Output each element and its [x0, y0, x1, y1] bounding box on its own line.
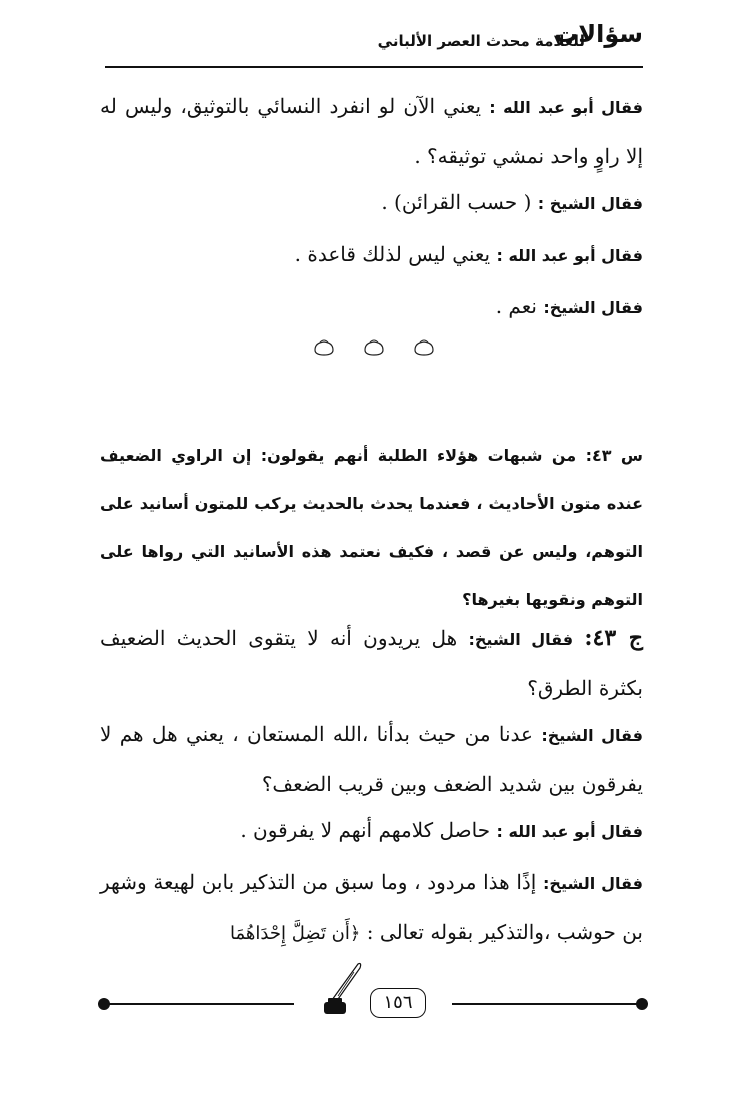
page-footer — [0, 960, 748, 1040]
dialogue-paragraph — [100, 282, 643, 332]
floral-ornament-icon — [362, 336, 386, 360]
dialogue-paragraph — [100, 806, 643, 856]
speaker-label: فقال الشيخ: — [543, 298, 643, 317]
speaker-label: فقال أبو عبد الله : — [489, 98, 644, 117]
speaker-label: فقال الشيخ : — [537, 194, 643, 213]
dialogue-text: عدنا من حيث بدأنا ،الله المستعان ، يعني هل هم لا يفرقون بين شديد الضعف وبين قريب الضعف؟ — [100, 722, 643, 796]
running-header — [105, 18, 643, 66]
dialogue-text: نعم . — [495, 294, 537, 318]
dialogue-paragraph — [100, 858, 643, 958]
footer-line — [452, 1003, 642, 1005]
book-subtitle: للعلامة محدث العصر الألباني — [377, 32, 585, 50]
footer-dot — [636, 998, 648, 1010]
question-number: س ٤٣: — [585, 446, 643, 465]
speaker-label: فقال الشيخ: — [541, 726, 644, 745]
header-rule — [105, 66, 643, 68]
dialogue-paragraph — [100, 710, 643, 808]
answer-number: ج ٤٣: — [584, 625, 643, 651]
dialogue-text: ( حسب القرائن) . — [381, 190, 532, 214]
dialogue-text: حاصل كلامهم أنهم لا يفرقون . — [240, 818, 491, 842]
dialogue-text: يعني ليس لذلك قاعدة . — [294, 242, 491, 266]
speaker-label: فقال أبو عبد الله : — [496, 246, 643, 265]
book-title-logo: سؤالات — [554, 20, 643, 48]
dialogue-paragraph — [100, 230, 643, 280]
dialogue-paragraph — [100, 82, 643, 180]
question-paragraph — [100, 432, 643, 624]
speaker-label: فقال الشيخ: — [543, 874, 644, 893]
speaker-label: فقال الشيخ: — [468, 630, 574, 649]
dialogue-text: إذًا هذا مردود ، وما سبق من التذكير بابن لهيعة وشهر بن حوشب ،والتذكير بقوله تعالى : — [100, 870, 643, 944]
page-number: ١٥٦ — [370, 988, 426, 1018]
inkwell-quill-icon — [318, 960, 366, 1018]
quran-quote: ﴿أَن تَضِلَّ إِحْدَاهُمَا — [230, 923, 361, 944]
section-divider — [0, 336, 748, 364]
dialogue-paragraph — [100, 178, 643, 228]
floral-ornament-icon — [412, 336, 436, 360]
speaker-label: فقال أبو عبد الله : — [496, 822, 643, 841]
answer-paragraph — [100, 614, 643, 712]
floral-ornament-icon — [312, 336, 336, 360]
question-text: من شبهات هؤلاء الطلبة أنهم يقولون: إن الراوي الضعيف عنده متون الأحاديث ، فعندما يحدث بالحديث يركب للمتون أسانيد على التوهم، وليس عن قصد ، فكيف نعتمد هذه الأسانيد التي رواها على التوهم ونقويها بغيرها؟ — [100, 446, 643, 609]
answer-text: هل يريدون أنه لا يتقوى الحديث الضعيف بكثرة الطرق؟ — [100, 626, 643, 700]
footer-line — [104, 1003, 294, 1005]
dialogue-text: يعني الآن لو انفرد النسائي بالتوثيق، وليس له إلا راوٍ واحد نمشي توثيقه؟ . — [100, 94, 643, 168]
